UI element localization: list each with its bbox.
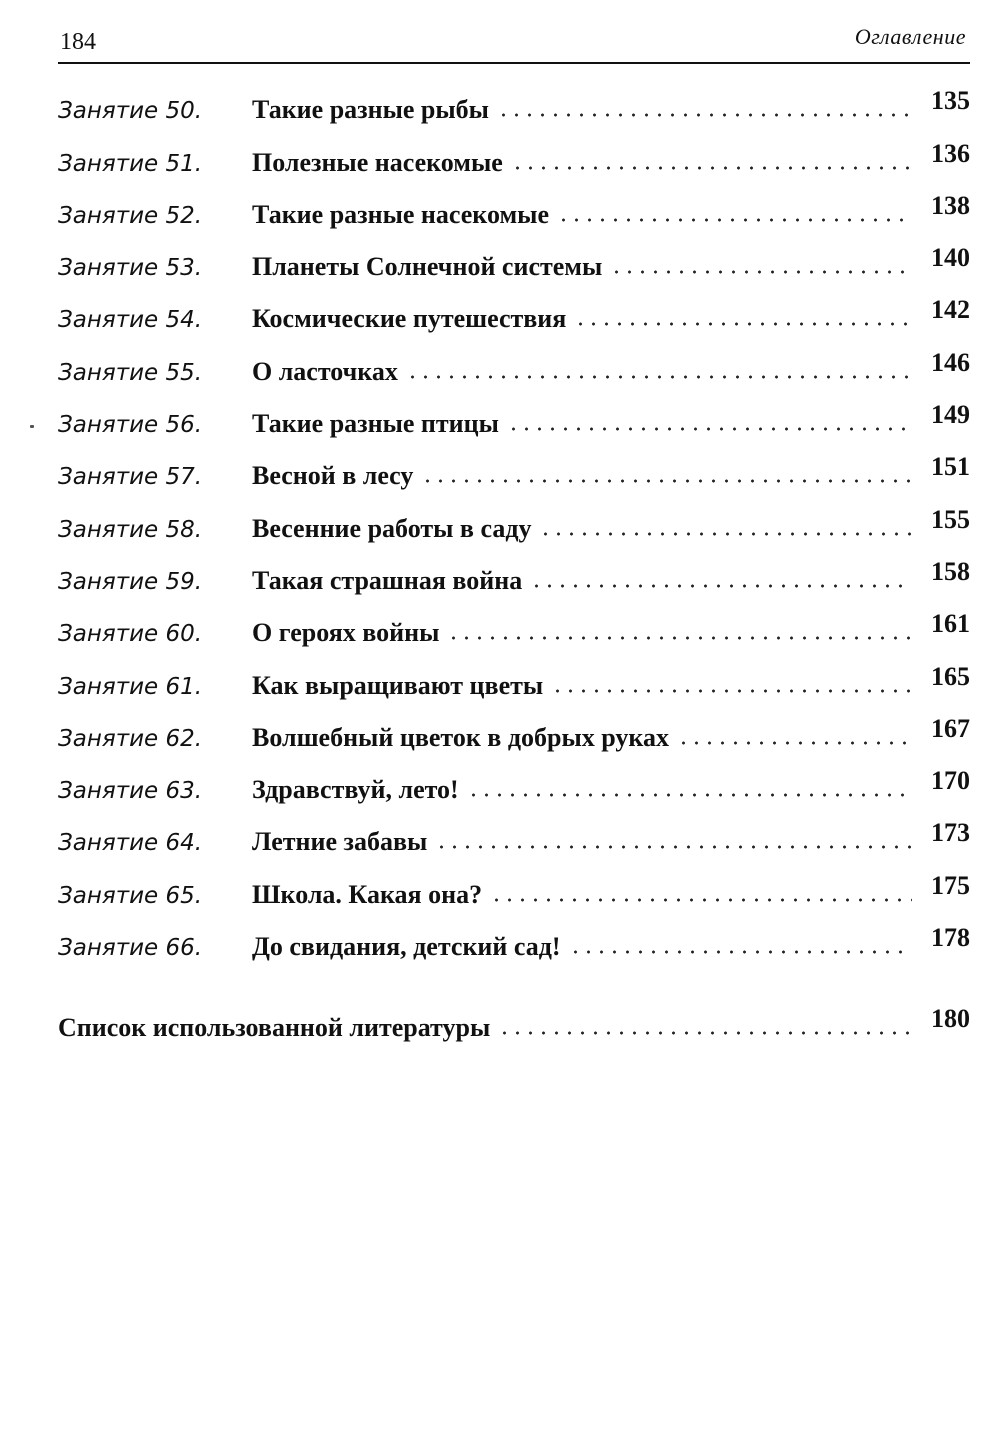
lesson-title: Такие разные насекомые bbox=[252, 200, 557, 239]
dot-leader bbox=[490, 898, 912, 902]
lesson-title: Космические путешествия bbox=[252, 304, 574, 343]
dot-leader bbox=[569, 950, 912, 954]
dot-leader bbox=[497, 113, 912, 117]
lesson-title: Такая страшная война bbox=[252, 566, 530, 605]
toc-entry[interactable] bbox=[58, 919, 970, 971]
page-reference: 170 bbox=[931, 766, 970, 796]
lesson-title: Школа. Какая она? bbox=[252, 880, 490, 919]
lesson-label: Занятие 60. bbox=[58, 621, 203, 648]
toc-entry[interactable] bbox=[58, 814, 970, 866]
dot-leader bbox=[557, 218, 912, 222]
page-reference: 149 bbox=[931, 400, 970, 430]
toc-entry[interactable] bbox=[58, 448, 970, 500]
toc-entry-bibliography[interactable] bbox=[58, 1000, 970, 1052]
lesson-title: Волшебный цветок в добрых руках bbox=[252, 723, 677, 762]
lesson-label: Занятие 63. bbox=[58, 778, 203, 805]
table-of-contents bbox=[58, 82, 970, 971]
lesson-title: Планеты Солнечной системы bbox=[252, 252, 610, 291]
lesson-label: Занятие 52. bbox=[58, 202, 203, 229]
toc-entry[interactable] bbox=[58, 396, 970, 448]
lesson-label: Занятие 53. bbox=[58, 255, 203, 282]
toc-entry[interactable] bbox=[58, 239, 970, 291]
dot-leader bbox=[677, 741, 912, 745]
lesson-label: Занятие 66. bbox=[58, 935, 203, 962]
lesson-label: Занятие 59. bbox=[58, 568, 203, 595]
lesson-label: Занятие 61. bbox=[58, 673, 203, 700]
page-reference: 158 bbox=[931, 556, 970, 586]
lesson-title: Такие разные птицы bbox=[252, 409, 507, 448]
toc-entry[interactable] bbox=[58, 134, 970, 186]
lesson-label: Занятие 54. bbox=[58, 307, 203, 334]
lesson-title: Полезные насекомые bbox=[252, 148, 511, 187]
toc-entry[interactable] bbox=[58, 657, 970, 709]
lesson-label: Занятие 65. bbox=[58, 882, 203, 909]
dot-leader bbox=[610, 270, 912, 274]
toc-entry[interactable] bbox=[58, 553, 970, 605]
dot-leader bbox=[551, 689, 912, 693]
dot-leader bbox=[574, 322, 912, 326]
dot-leader bbox=[507, 427, 912, 431]
page-header bbox=[58, 18, 970, 64]
lesson-label: Занятие 50. bbox=[58, 98, 203, 125]
lesson-title: Здравствуй, лето! bbox=[252, 775, 467, 814]
toc-entry[interactable] bbox=[58, 762, 970, 814]
toc-entry[interactable] bbox=[58, 866, 970, 918]
lesson-label: Занятие 55. bbox=[58, 359, 203, 386]
lesson-label: Занятие 58. bbox=[58, 516, 203, 543]
stray-print-mark bbox=[30, 425, 34, 428]
lesson-label: Занятие 56. bbox=[58, 412, 203, 439]
page-reference: 142 bbox=[931, 295, 970, 325]
page-reference: 161 bbox=[931, 609, 970, 639]
toc-entry[interactable] bbox=[58, 605, 970, 657]
lesson-title: Как выращивают цветы bbox=[252, 671, 551, 710]
dot-leader bbox=[539, 532, 912, 536]
page-number: 184 bbox=[60, 29, 96, 55]
toc-entry[interactable] bbox=[58, 343, 970, 395]
page-reference: 151 bbox=[931, 452, 970, 482]
lesson-label: Занятие 62. bbox=[58, 725, 203, 752]
lesson-title: Летние забавы bbox=[252, 827, 435, 866]
page-reference: 178 bbox=[931, 923, 970, 953]
page-reference: 136 bbox=[931, 138, 970, 168]
running-title: Оглавление bbox=[854, 24, 966, 49]
dot-leader bbox=[406, 375, 912, 379]
dot-leader bbox=[530, 584, 912, 588]
page-reference: 155 bbox=[931, 504, 970, 534]
page-reference: 135 bbox=[931, 86, 970, 116]
lesson-title: До свидания, детский сад! bbox=[252, 932, 569, 971]
toc-entry[interactable] bbox=[58, 291, 970, 343]
lesson-label: Занятие 51. bbox=[58, 150, 203, 177]
bibliography-title: Список использованной литературы bbox=[58, 1013, 491, 1042]
toc-entry[interactable] bbox=[58, 187, 970, 239]
lesson-title: Такие разные рыбы bbox=[252, 95, 497, 134]
lesson-label: Занятие 57. bbox=[58, 464, 203, 491]
dot-leader bbox=[498, 1031, 912, 1035]
dot-leader bbox=[447, 636, 912, 640]
page-reference: 173 bbox=[931, 818, 970, 848]
lesson-title: О ласточках bbox=[252, 357, 406, 396]
page-reference: 175 bbox=[931, 870, 970, 900]
lesson-title: Весенние работы в саду bbox=[252, 514, 539, 553]
toc-entry[interactable] bbox=[58, 82, 970, 134]
lesson-label: Занятие 64. bbox=[58, 830, 203, 857]
page-reference: 180 bbox=[931, 1004, 970, 1033]
dot-leader bbox=[421, 479, 912, 483]
lesson-title: О героях войны bbox=[252, 618, 447, 657]
page-reference: 165 bbox=[931, 661, 970, 691]
lesson-title: Весной в лесу bbox=[252, 461, 421, 500]
page-reference: 140 bbox=[931, 243, 970, 273]
page-reference: 146 bbox=[931, 347, 970, 377]
page-reference: 167 bbox=[931, 713, 970, 743]
dot-leader bbox=[467, 793, 912, 797]
toc-entry[interactable] bbox=[58, 500, 970, 552]
toc-entry[interactable] bbox=[58, 710, 970, 762]
dot-leader bbox=[435, 845, 912, 849]
page-reference: 138 bbox=[931, 190, 970, 220]
dot-leader bbox=[511, 166, 912, 170]
